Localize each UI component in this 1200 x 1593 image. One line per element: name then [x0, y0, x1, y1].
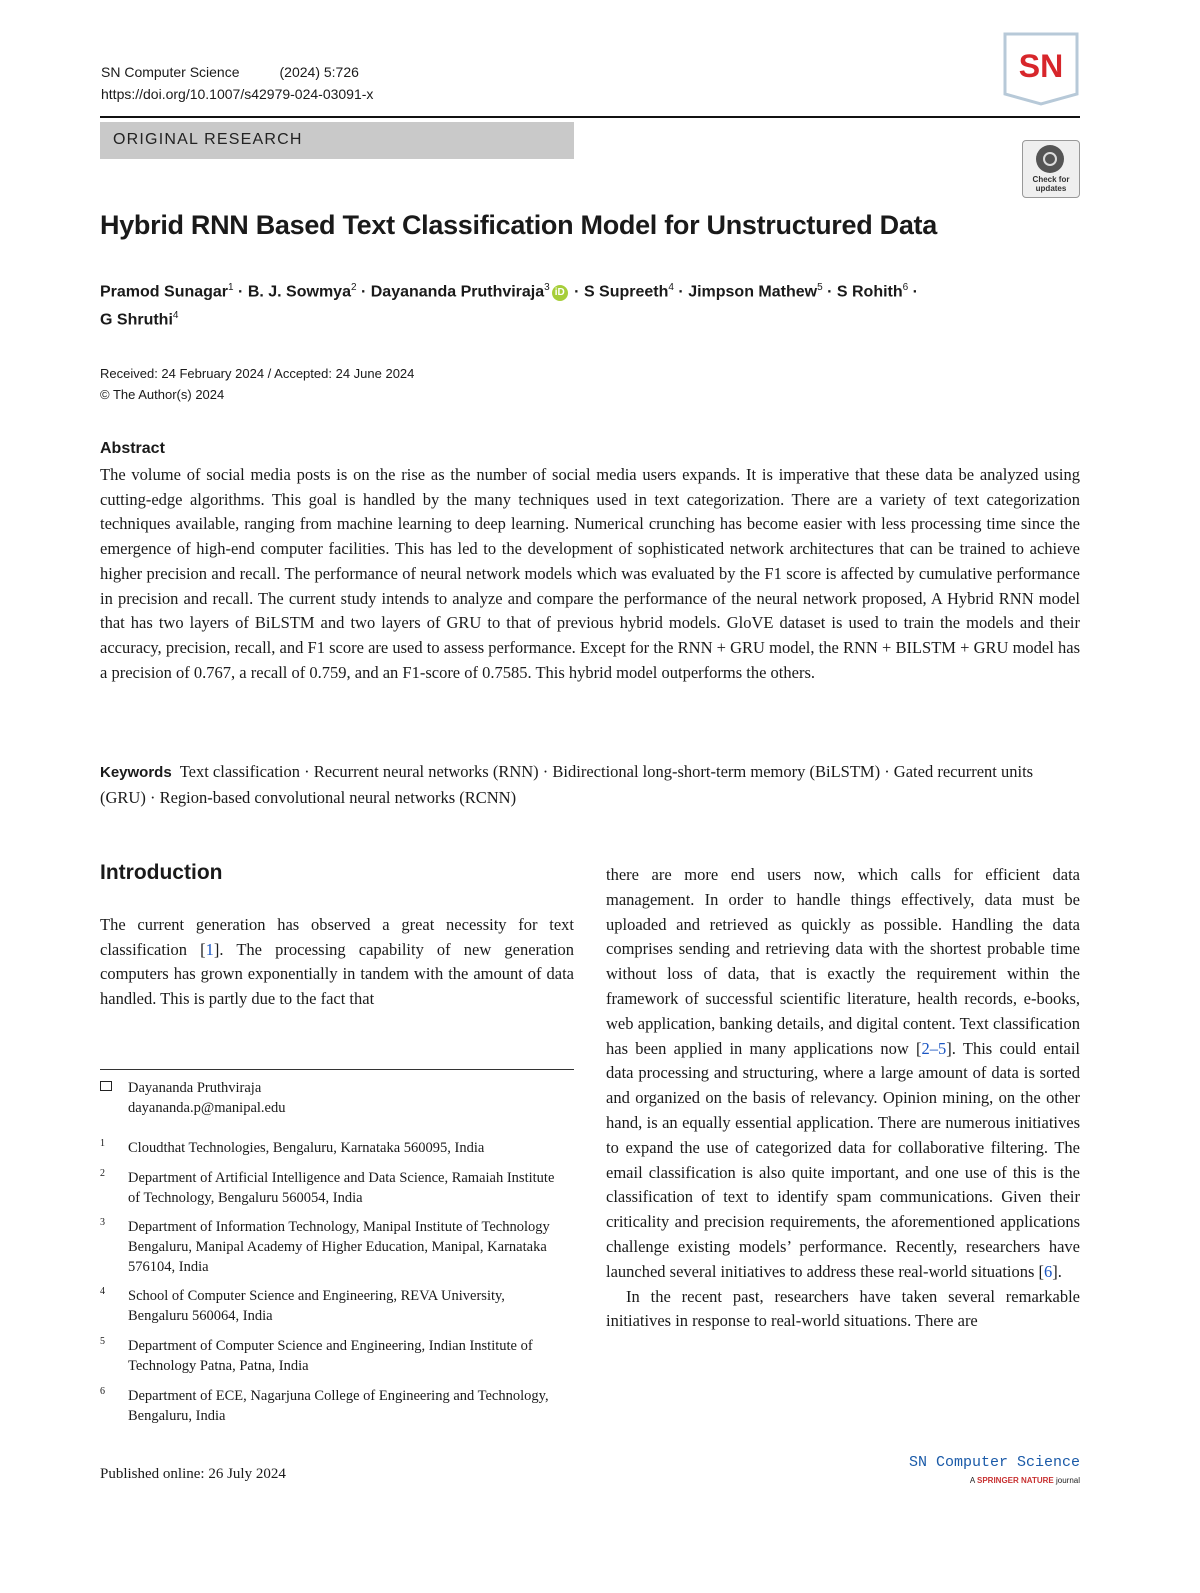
- intro-paragraph: [606, 863, 1080, 1285]
- received-accepted: Received: 24 February 2024 / Accepted: 24 June 2024: [100, 366, 415, 381]
- update-icon: [1036, 145, 1064, 173]
- intro-text: ]. The processing capability of new generation computers has grown exponentially in tandem with the amount of data handled. This is partly due to the fact that: [100, 939, 575, 1008]
- affiliation-text: School of Computer Science and Engineering, REVA University, Bengaluru 560064, India: [128, 1288, 505, 1324]
- springer-nature-logo: SPRINGER NATURE: [977, 1476, 1054, 1485]
- affiliation-number: 4: [100, 1286, 105, 1297]
- affiliation-number: 3: [100, 1217, 105, 1228]
- author-name[interactable]: G Shruthi: [100, 311, 173, 329]
- published-online: Published online: 26 July 2024: [100, 1466, 286, 1482]
- citation-link[interactable]: 2–5: [921, 1038, 947, 1058]
- check-badge-label: Check for updates: [1032, 175, 1070, 193]
- author-list: Pramod Sunagar$^1$ · B. J. Sowmya$^2$ · Dayananda Pruthviraja$^3$ iD · S Supreeth$^4$ · Jimpson Mathew$^5$ · S Rohith$^6$ · G Shruthi$^4$: [100, 282, 918, 329]
- intro-column-right: [606, 863, 1080, 1334]
- orcid-icon[interactable]: iD: [552, 285, 568, 301]
- affiliation-text: Cloudthat Technologies, Bengaluru, Karnataka 560095, India: [128, 1140, 485, 1156]
- section-tag-label: ORIGINAL RESEARCH: [113, 131, 303, 148]
- journal-name: SN Computer Science: [101, 64, 240, 80]
- affiliation-number: 2: [100, 1168, 105, 1179]
- abstract-heading: Abstract: [100, 440, 165, 457]
- footer-sub-text: A: [969, 1476, 975, 1485]
- keywords-heading: Keywords: [100, 764, 172, 781]
- intro-paragraph: In the recent past, researchers have taken several remarkable initiatives in response to real-world situations. There are: [606, 1286, 1080, 1331]
- affiliation-text: Department of Artificial Intelligence and Data Science, Ramaiah Institute of Technology, Bengaluru 560054, India: [128, 1170, 555, 1206]
- affiliation-number: 6: [100, 1386, 105, 1397]
- intro-text: there are more end users now, which calls for efficient data management. In order to handle things effectively, data must be uploaded and retrieved as quickly as possible. Handling the data comprises sending and retrieving data with the shortest probable time without loss of data, that is exactly the requirement within the framework of successful scientific literature, health records, e-books, web application, banking details, and digital content. Text classification has been applied in many applications now [: [606, 865, 1080, 1058]
- keywords: [100, 760, 1080, 810]
- intro-paragraph-left: [100, 913, 574, 1011]
- envelope-icon: [100, 1081, 112, 1091]
- journal-line: [101, 64, 359, 80]
- sn-logo: [1003, 32, 1079, 106]
- abstract-text: The volume of social media posts is on the rise as the number of social media users expands. It is imperative that these data be analyzed using cutting-edge algorithms. This goal is handled by the many techniques used in text categorization. There are a variety of text categorization techniques available, ranging from machine learning to deep learning. Numerical crunching has become easier with less processing time since the emergence of high-end computer facilities. This has led to the development of sophisticated network architectures that can be trained to achieve higher precision and recall. The performance of neural network models which was evaluated by the F1 score is affected by cumulative performance in precision and recall. The current study intends to analyze and compare the performance of the neural network proposed, A Hybrid RNN model that has two layers of BiLSTM and two layers of GRU to that of previous hybrid models. GloVE dataset is used to train the models and their accuracy, precision, recall, and F1 score are used to assess performance. Except for the RNN + GRU model, the RNN + BILSTM + GRU model has a precision of 0.767, a recall of 0.759, and an F1-score of 0.7585. This hybrid model outperforms the others.: [100, 465, 1080, 682]
- author-name[interactable]: S Rohith: [836, 283, 903, 301]
- intro-text: ]. This could entail data processing and structuring, where a large amount of data is sorted and organized on the basis of relevancy. Opinion mining, on the other hand, is an equally essential application. There are numerous initiatives to expand the use of categorized data for collaborative filtering. The email classification is also quite important, and one use of this is the classification of text to identify spam communications. Given their criticality and precision requirements, the aforementioned applications challenge existing models’ performance. Recently, researchers have launched several initiatives to address these real-world situations [: [606, 1038, 1080, 1281]
- footer-journal-name: SN Computer Science: [908, 1454, 1080, 1471]
- author-name[interactable]: S Supreeth: [583, 283, 669, 301]
- copyright: © The Author(s) 2024: [100, 387, 225, 402]
- intro-text: ].: [1052, 1261, 1062, 1281]
- section-tag: [100, 122, 574, 159]
- footnote-rule: [100, 1069, 574, 1070]
- keywords-text: Text classification · Recurrent neural networks (RNN) · Bidirectional long-short-term memory (BiLSTM) · Gated recurrent units (GRU) · Region-based convolutional neural networks (RCNN): [100, 762, 1034, 807]
- author-name[interactable]: Pramod Sunagar: [100, 283, 229, 301]
- check-for-updates-badge[interactable]: [1022, 140, 1080, 198]
- corresponding-email[interactable]: dayananda.p@manipal.edu: [128, 1100, 286, 1116]
- affiliation-text: Department of Computer Science and Engineering, Indian Institute of Technology Patna, Patna, India: [128, 1338, 533, 1374]
- paper-title: Hybrid RNN Based Text Classification Model for Unstructured Data: [100, 210, 937, 240]
- journal-volume: (2024) 5:726: [279, 64, 359, 80]
- footer-publisher: [880, 1476, 1080, 1485]
- author-affil: 6: [902, 282, 909, 293]
- corresponding-author: Dayananda Pruthviraja: [128, 1080, 262, 1096]
- affiliation-text: Department of Information Technology, Manipal Institute of Technology Bengaluru, Manipal Academy of Higher Education, Manipal, Karnataka 576104, India: [128, 1219, 550, 1275]
- author-affil: 2: [350, 282, 357, 293]
- header-rule: [100, 116, 1080, 118]
- affiliation-number: 5: [100, 1336, 105, 1347]
- author-affil: 5: [817, 282, 823, 293]
- intro-text: The current generation has observed a great necessity for text classification [: [100, 915, 574, 959]
- doi-link[interactable]: https://doi.org/10.1007/s42979-024-03091-x: [101, 86, 374, 102]
- affiliation-text: Department of ECE, Nagarjuna College of Engineering and Technology, Bengaluru, India: [128, 1388, 549, 1424]
- author-affil: 4: [668, 282, 674, 293]
- author-name[interactable]: Jimpson Mathew: [688, 283, 818, 301]
- author-affil: 1: [228, 282, 234, 293]
- author-affil: 4: [172, 310, 179, 322]
- introduction-heading: Introduction: [100, 861, 223, 884]
- footer-sub-text: journal: [1055, 1476, 1080, 1485]
- author-name[interactable]: Dayananda Pruthviraja: [370, 283, 545, 301]
- citation-link[interactable]: 6: [1044, 1261, 1053, 1281]
- sn-logo-text: SN: [1018, 48, 1064, 84]
- citation-link[interactable]: 1: [205, 939, 214, 959]
- author-affil: 3: [544, 282, 550, 293]
- affiliation-number: 1: [100, 1138, 105, 1149]
- author-name[interactable]: B. J. Sowmya: [247, 283, 351, 301]
- article-dates: [100, 363, 414, 405]
